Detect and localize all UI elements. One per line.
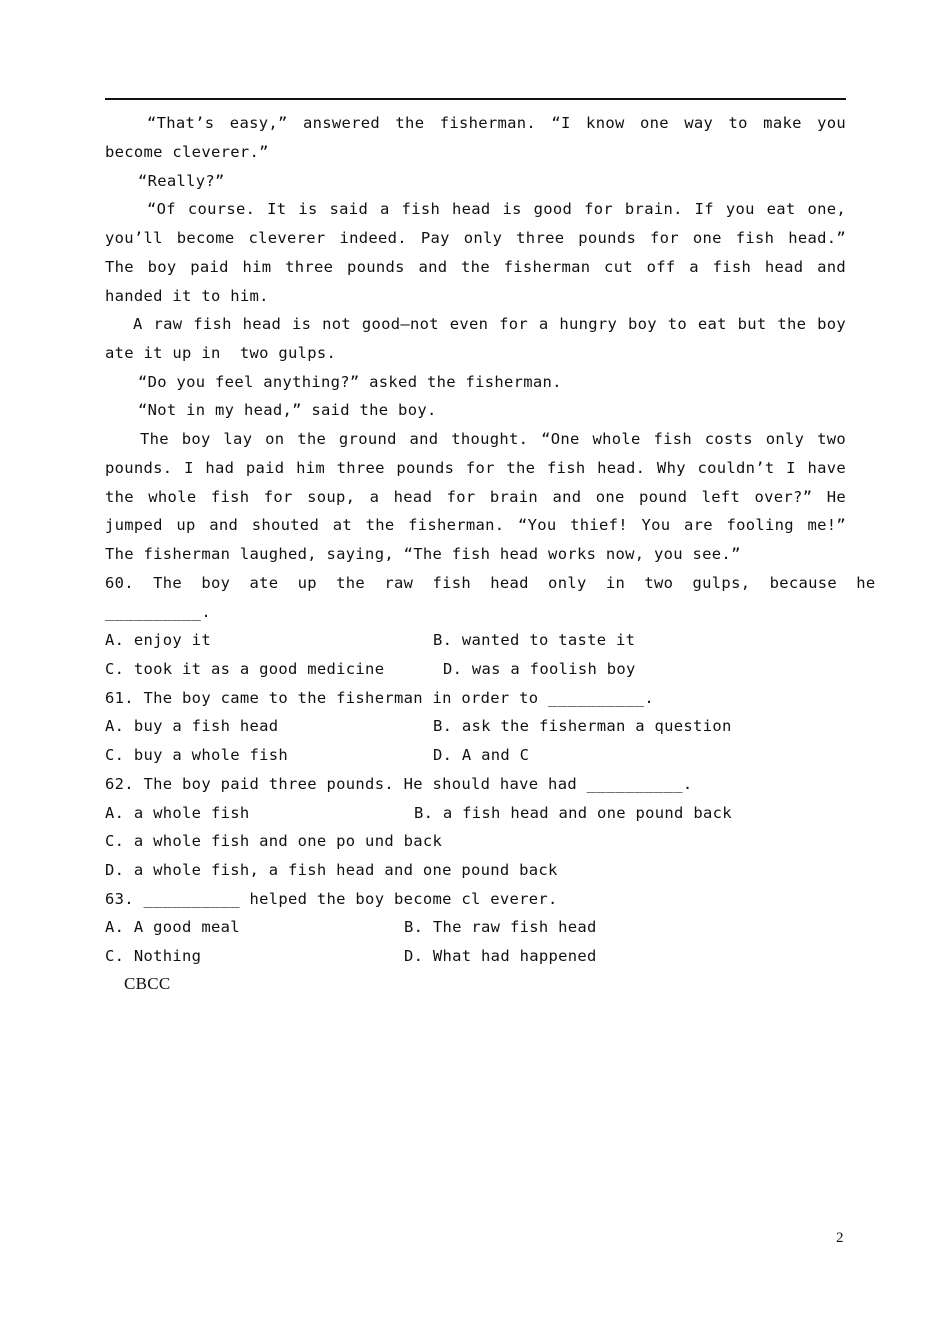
- question-63-stem: 63. __________ helped the boy become cl everer.: [105, 890, 558, 908]
- story-line: you’ll become cleverer indeed. Pay only three pounds for one fish head.”: [105, 229, 846, 247]
- header-rule: [105, 98, 846, 100]
- q62-option-b: B. a fish head and one pound back: [414, 804, 732, 822]
- story-line: “Not in my head,” said the boy.: [138, 401, 437, 419]
- q62-option-a: A. a whole fish: [105, 804, 250, 822]
- story-line: handed it to him.: [105, 287, 269, 305]
- story-line: “That’s easy,” answered the fisherman. “I know one way to make you: [147, 114, 846, 132]
- question-62-stem: 62. The boy paid three pounds. He should have had __________.: [105, 775, 693, 793]
- q61-option-a: A. buy a fish head: [105, 717, 279, 735]
- story-line: the whole fish for soup, a head for brain and one pound left over?” He: [105, 488, 846, 506]
- q63-option-a: A. A good meal: [105, 918, 240, 936]
- q60-option-a: A. enjoy it: [105, 631, 211, 649]
- story-line: “Of course. It is said a fish head is good for brain. If you eat one,: [147, 200, 846, 218]
- page-number: 2: [836, 1230, 844, 1246]
- question-60-blank: __________.: [105, 603, 211, 621]
- q60-option-b: B. wanted to taste it: [433, 631, 636, 649]
- story-line: ate it up in two gulps.: [105, 344, 337, 362]
- question-60-stem: 60. The boy ate up the raw fish head only in two gulps, because he: [105, 574, 876, 592]
- q61-option-c: C. buy a whole fish: [105, 746, 289, 764]
- q60-option-d: D. was a foolish boy: [443, 660, 636, 678]
- q62-option-d: D. a whole fish, a fish head and one pound back: [105, 861, 558, 879]
- story-line: The boy lay on the ground and thought. “One whole fish costs only two: [140, 430, 846, 448]
- story-line: “Really?”: [138, 172, 225, 190]
- story-line: pounds. I had paid him three pounds for the fish head. Why couldn’t I have: [105, 459, 846, 477]
- q62-option-c: C. a whole fish and one po und back: [105, 832, 443, 850]
- story-line: jumped up and shouted at the fisherman. “You thief! You are fooling me!”: [105, 516, 846, 534]
- answer-key: CBCC: [124, 974, 171, 993]
- q63-option-d: D. What had happened: [404, 947, 597, 965]
- story-line: “Do you feel anything?” asked the fisherman.: [138, 373, 562, 391]
- story-line: A raw fish head is not good—not even for a hungry boy to eat but the boy: [133, 315, 846, 333]
- q61-option-b: B. ask the fisherman a question: [433, 717, 732, 735]
- q61-option-d: D. A and C: [433, 746, 530, 764]
- q63-option-c: C. Nothing: [105, 947, 202, 965]
- story-line: The fisherman laughed, saying, “The fish head works now, you see.”: [105, 545, 741, 563]
- story-line: The boy paid him three pounds and the fisherman cut off a fish head and: [105, 258, 846, 276]
- question-61-stem: 61. The boy came to the fisherman in order to __________.: [105, 689, 655, 707]
- story-line: become cleverer.”: [105, 143, 269, 161]
- q63-option-b: B. The raw fish head: [404, 918, 597, 936]
- q60-option-c: C. took it as a good medicine: [105, 660, 385, 678]
